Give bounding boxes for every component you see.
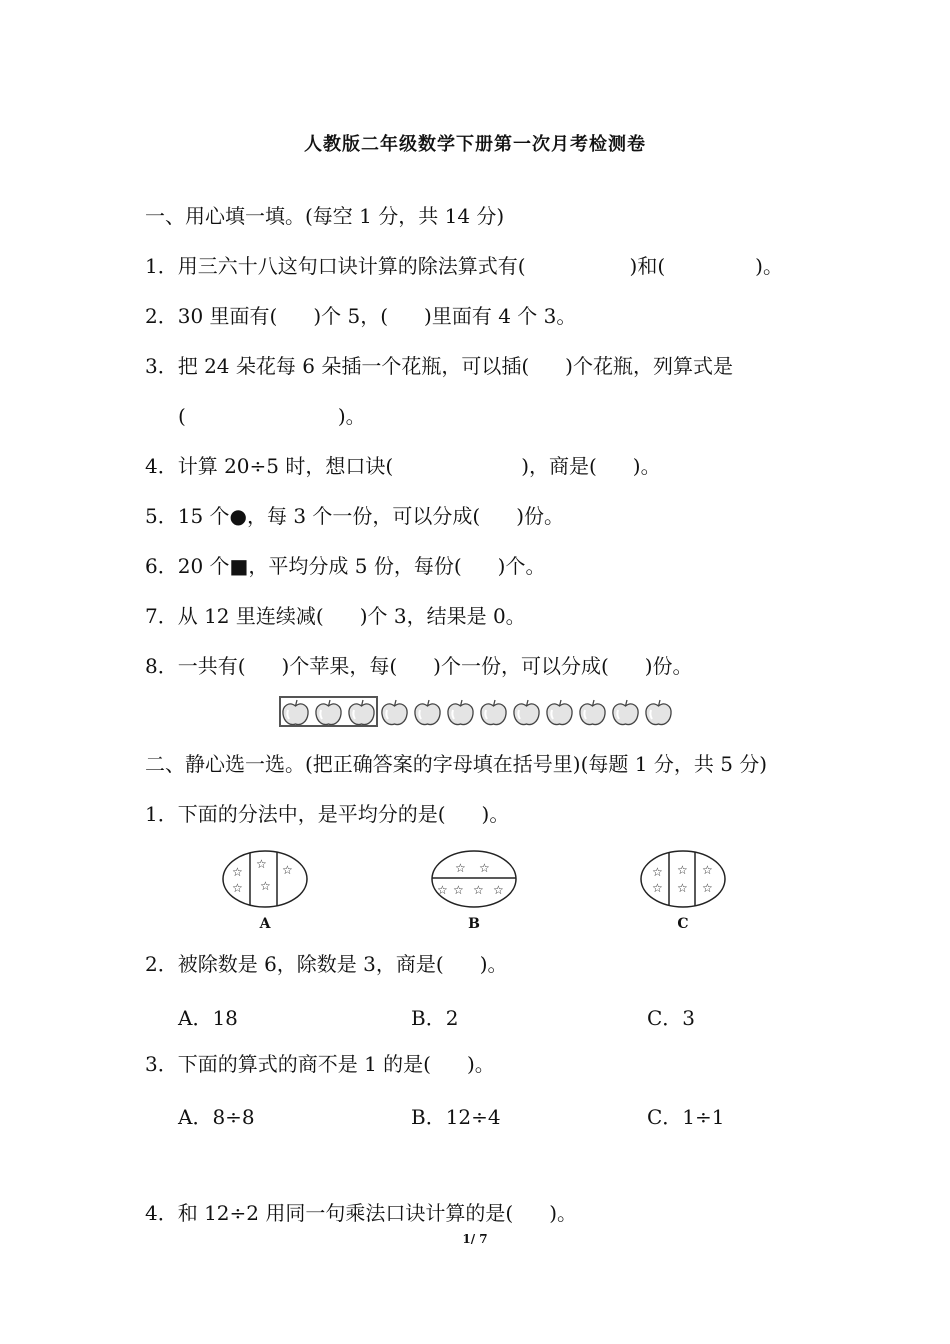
- apple-icon: [544, 698, 575, 728]
- apple-icon: [478, 698, 509, 728]
- question-2-2: [145, 952, 508, 976]
- q3-option-b[interactable]: B．12÷4: [411, 1105, 501, 1129]
- q-text: 2．被除数是 6，除数是 3，商是(: [145, 952, 444, 976]
- q-text: )个。: [497, 554, 546, 578]
- q-text: )个 5，(: [313, 304, 389, 328]
- question-2-3: [145, 1052, 495, 1076]
- question-1-8: [145, 654, 693, 678]
- apple-icon: [610, 698, 641, 728]
- apple-icon: [412, 698, 443, 728]
- svg-text:☆: ☆: [473, 883, 484, 897]
- section1-heading: 一、用心填一填。(每空 1 分，共 14 分): [145, 204, 505, 228]
- question-1-1: [145, 254, 783, 278]
- question-1-4: [145, 454, 661, 478]
- q2-option-b[interactable]: B．2: [411, 1006, 459, 1030]
- page-title: 人教版二年级数学下册第一次月考检测卷: [304, 134, 646, 155]
- q-text: 6．20 个■，平均分成 5 份，每份(: [145, 554, 462, 578]
- q-text: )。: [549, 1201, 577, 1225]
- svg-text:☆: ☆: [702, 881, 713, 895]
- q-text: 3．下面的算式的商不是 1 的是(: [145, 1052, 431, 1076]
- q-text: )个一份，可以分成(: [433, 654, 609, 678]
- q3-option-a[interactable]: A．8÷8: [178, 1105, 255, 1129]
- question-1-2: [145, 304, 576, 328]
- figure-c-label: C: [677, 916, 689, 932]
- svg-text:☆: ☆: [493, 883, 504, 897]
- svg-text:☆: ☆: [437, 883, 448, 897]
- figure-b-label: B: [468, 916, 480, 932]
- q-text: 3．把 24 朵花每 6 朵插一个花瓶，可以插(: [145, 354, 530, 378]
- apple-icon: [511, 698, 542, 728]
- q-text: 4．计算 20÷5 时，想口诀(: [145, 454, 394, 478]
- svg-text:☆: ☆: [479, 861, 490, 875]
- svg-text:☆: ☆: [232, 865, 243, 879]
- q-text: )。: [337, 404, 366, 428]
- q3-option-c[interactable]: C．1÷1: [647, 1105, 725, 1129]
- svg-text:☆: ☆: [455, 861, 466, 875]
- question-2-1: [145, 802, 509, 826]
- apple-group-box: [279, 696, 378, 727]
- apple-icon: [445, 698, 476, 728]
- svg-text:☆: ☆: [652, 865, 663, 879]
- q-text: 5．15 个●，每 3 个一份，可以分成(: [145, 504, 481, 528]
- apple-icon: [577, 698, 608, 728]
- q2-option-a[interactable]: A．18: [178, 1006, 238, 1030]
- figure-b: [429, 848, 519, 932]
- q2-option-c[interactable]: C．3: [647, 1006, 696, 1030]
- figure-a-label: A: [259, 916, 271, 932]
- q-text: )个 3，结果是 0。: [359, 604, 526, 628]
- svg-text:☆: ☆: [282, 863, 293, 877]
- q-text: )份。: [516, 504, 565, 528]
- svg-text:☆: ☆: [677, 863, 688, 877]
- q-text: )和(: [629, 254, 666, 278]
- oval-stars-figure-a: [220, 848, 310, 910]
- svg-text:☆: ☆: [260, 879, 271, 893]
- svg-text:☆: ☆: [652, 881, 663, 895]
- q-text: 4．和 12÷2 用同一句乘法口诀计算的是(: [145, 1201, 514, 1225]
- question-1-7: [145, 604, 526, 628]
- apple-icon: [379, 698, 410, 728]
- q-text: )里面有 4 个 3。: [424, 304, 577, 328]
- oval-stars-figure-b: [429, 848, 519, 910]
- q-text: )。: [466, 1052, 495, 1076]
- q-text: 2．30 里面有(: [145, 304, 278, 328]
- q-text: 1．用三六十八这句口诀计算的除法算式有(: [145, 254, 526, 278]
- svg-text:☆: ☆: [702, 863, 713, 877]
- question-1-3-cont: [178, 404, 366, 428]
- svg-text:☆: ☆: [677, 881, 688, 895]
- question-1-6: [145, 554, 545, 578]
- figure-c: [638, 848, 728, 932]
- q-text: )份。: [644, 654, 693, 678]
- section2-heading: 二、静心选一选。(把正确答案的字母填在括号里)(每题 1 分，共 5 分): [145, 752, 768, 776]
- oval-stars-figure-c: [638, 848, 728, 910]
- svg-text:☆: ☆: [453, 883, 464, 897]
- question-1-5: [145, 504, 564, 528]
- question-1-3: [145, 354, 733, 378]
- q-text: )。: [479, 952, 508, 976]
- q-text: 1．下面的分法中，是平均分的是(: [145, 802, 446, 826]
- svg-text:☆: ☆: [256, 857, 267, 871]
- svg-text:☆: ☆: [232, 881, 243, 895]
- question-2-4: [145, 1201, 577, 1225]
- q-text: )个花瓶，列算式是: [565, 354, 733, 378]
- q-text: )。: [632, 454, 661, 478]
- q-text: 7．从 12 里连续减(: [145, 604, 324, 628]
- q-text: )。: [755, 254, 783, 278]
- q-text: )，商是(: [521, 454, 597, 478]
- page-number: 1/ 7: [462, 1232, 488, 1246]
- apple-icon: [643, 698, 674, 728]
- q-text: (: [178, 404, 186, 428]
- figure-a: [220, 848, 310, 932]
- q-text: )。: [481, 802, 510, 826]
- q-text: 8．一共有(: [145, 654, 246, 678]
- q-text: )个苹果，每(: [281, 654, 398, 678]
